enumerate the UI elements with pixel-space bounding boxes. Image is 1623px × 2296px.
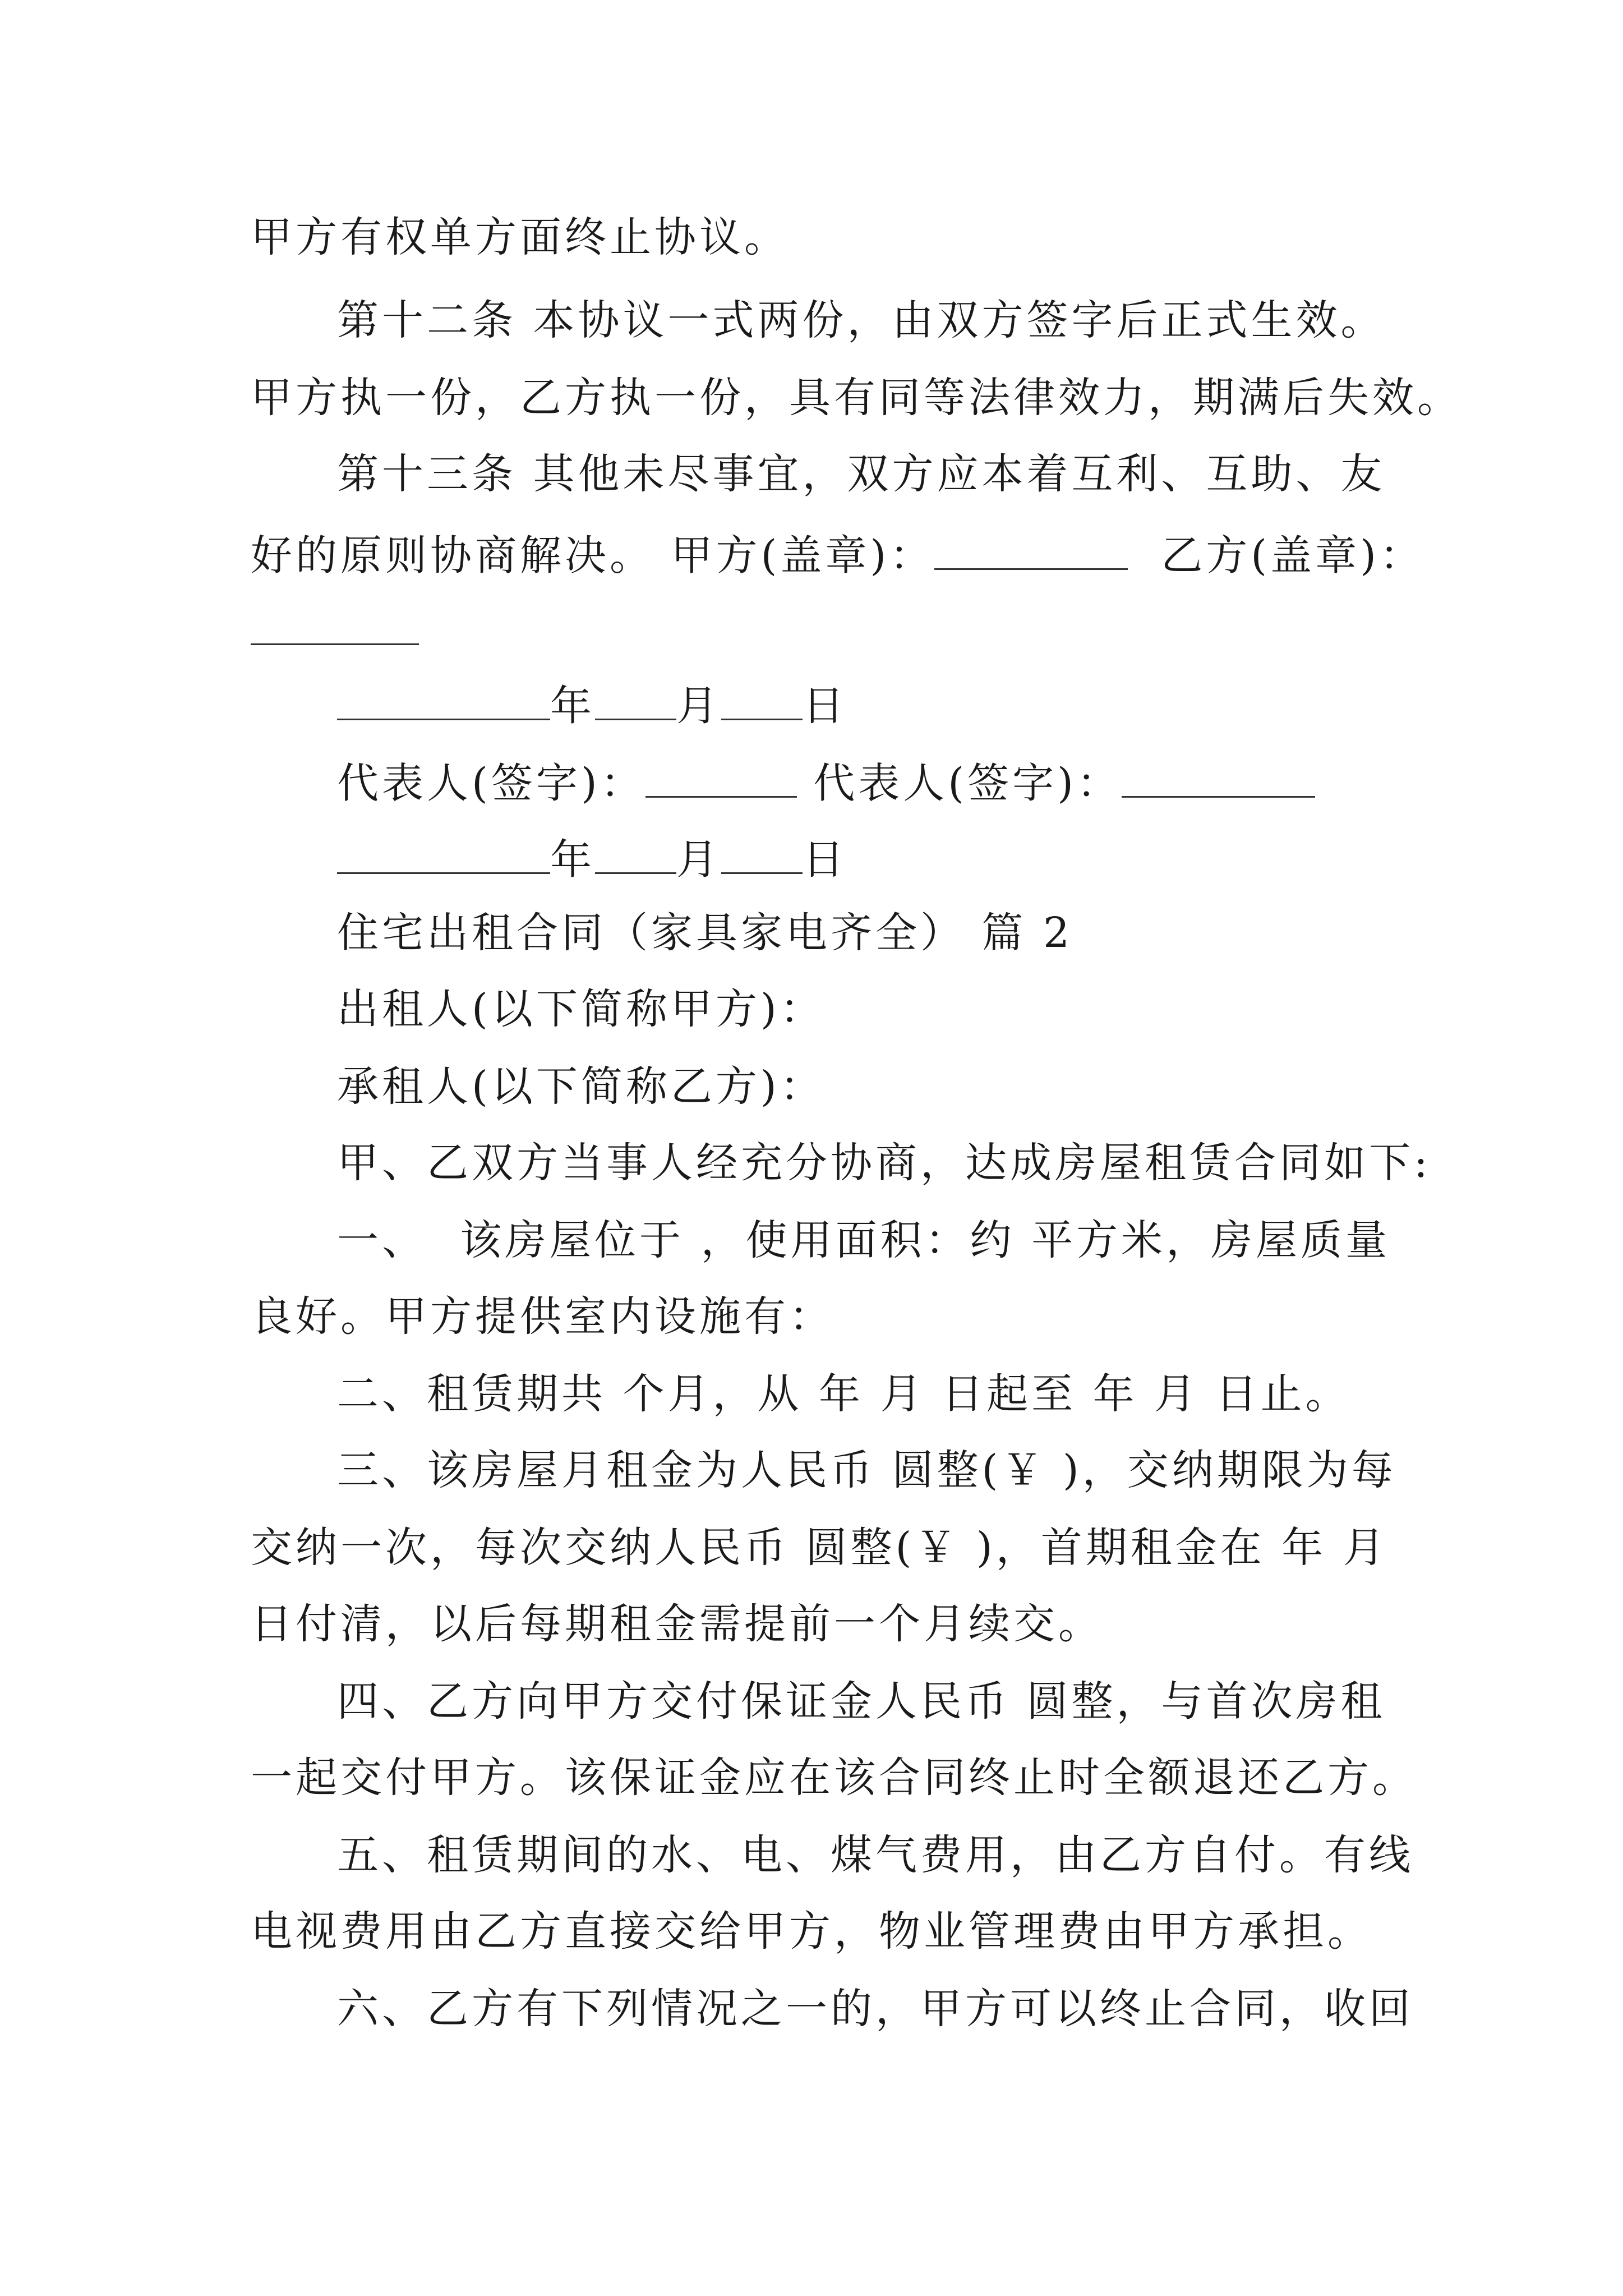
item-6-line-1: 六、乙方有下列情况之一的，甲方可以终止合同，收回 [337, 1985, 1414, 2033]
year-blank [337, 681, 550, 720]
year-label: 年 [550, 835, 595, 884]
article-12-line-2: 甲方执一份，乙方执一份，具有同等法律效力，期满后失效。 [251, 374, 1462, 422]
item-3-line-2: 交纳一次，每次交纳人民币 圆整(￥ )，首期租金在 年 月 [251, 1524, 1388, 1572]
month-label: 月 [676, 682, 721, 730]
day-label: 日 [803, 835, 847, 884]
item-1-line-1: 一、 该房屋位于 ，使用面积：约 平方米，房屋质量 [337, 1216, 1391, 1264]
month-blank [595, 835, 676, 874]
party-a-seal-blank [934, 531, 1128, 570]
intro-line: 甲、乙双方当事人经充分协商，达成房屋租赁合同如下: [337, 1139, 1431, 1187]
rep-a-blank [645, 758, 797, 798]
representative-line [337, 758, 1315, 808]
rep-b-blank [1122, 758, 1315, 798]
day-label: 日 [803, 682, 847, 730]
article-13-line-1: 第十三条 其他未尽事宜，双方应本着互利、互助、友 [337, 450, 1386, 498]
year-blank [337, 835, 550, 874]
month-blank [595, 681, 676, 720]
item-4-line-2: 一起交付甲方。该保证金应在该合同终止时全额退还乙方。 [251, 1754, 1417, 1802]
article-13-line-2 [251, 531, 1425, 580]
rep-b-label: 代表人(签字)： [813, 759, 1122, 808]
day-blank [721, 681, 803, 720]
item-5-line-1: 五、租赁期间的水、电、煤气费用，由乙方自付。有线 [337, 1831, 1414, 1879]
item-4-line-1: 四、乙方向甲方交付保证金人民币 圆整，与首次房租 [337, 1677, 1386, 1726]
lessee-line: 承租人(以下简称乙方)： [337, 1062, 825, 1111]
item-5-line-2: 电视费用由乙方直接交给甲方，物业管理费由甲方承担。 [251, 1907, 1372, 1955]
article-12-line-1: 第十二条 本协议一式两份，由双方签字后正式生效。 [337, 296, 1386, 344]
article-13-text: 好的原则协商解决。 甲方(盖章)： [251, 531, 935, 580]
party-b-seal-blank [251, 643, 419, 645]
paragraph-line: 甲方有权单方面终止协议。 [251, 213, 789, 261]
item-3-line-1: 三、该房屋月租金为人民币 圆整(￥ )，交纳期限为每 [337, 1446, 1396, 1494]
year-label: 年 [550, 682, 595, 730]
section-title: 住宅出租合同（家具家电齐全） 篇 2 [337, 909, 1073, 957]
item-3-line-3: 日付清，以后每期租金需提前一个月续交。 [251, 1600, 1103, 1648]
date-line-1 [337, 681, 847, 730]
party-b-seal-label: 乙方(盖章)： [1161, 531, 1425, 580]
item-2-line: 二、租赁期共 个月，从 年 月 日起至 年 月 日止。 [337, 1370, 1350, 1418]
rep-a-label: 代表人(签字)： [337, 759, 645, 808]
lessor-line: 出租人(以下简称甲方)： [337, 985, 825, 1033]
day-blank [721, 835, 803, 874]
month-label: 月 [676, 835, 721, 884]
item-1-line-2: 良好。甲方提供室内设施有： [251, 1292, 834, 1341]
date-line-2 [337, 835, 847, 884]
